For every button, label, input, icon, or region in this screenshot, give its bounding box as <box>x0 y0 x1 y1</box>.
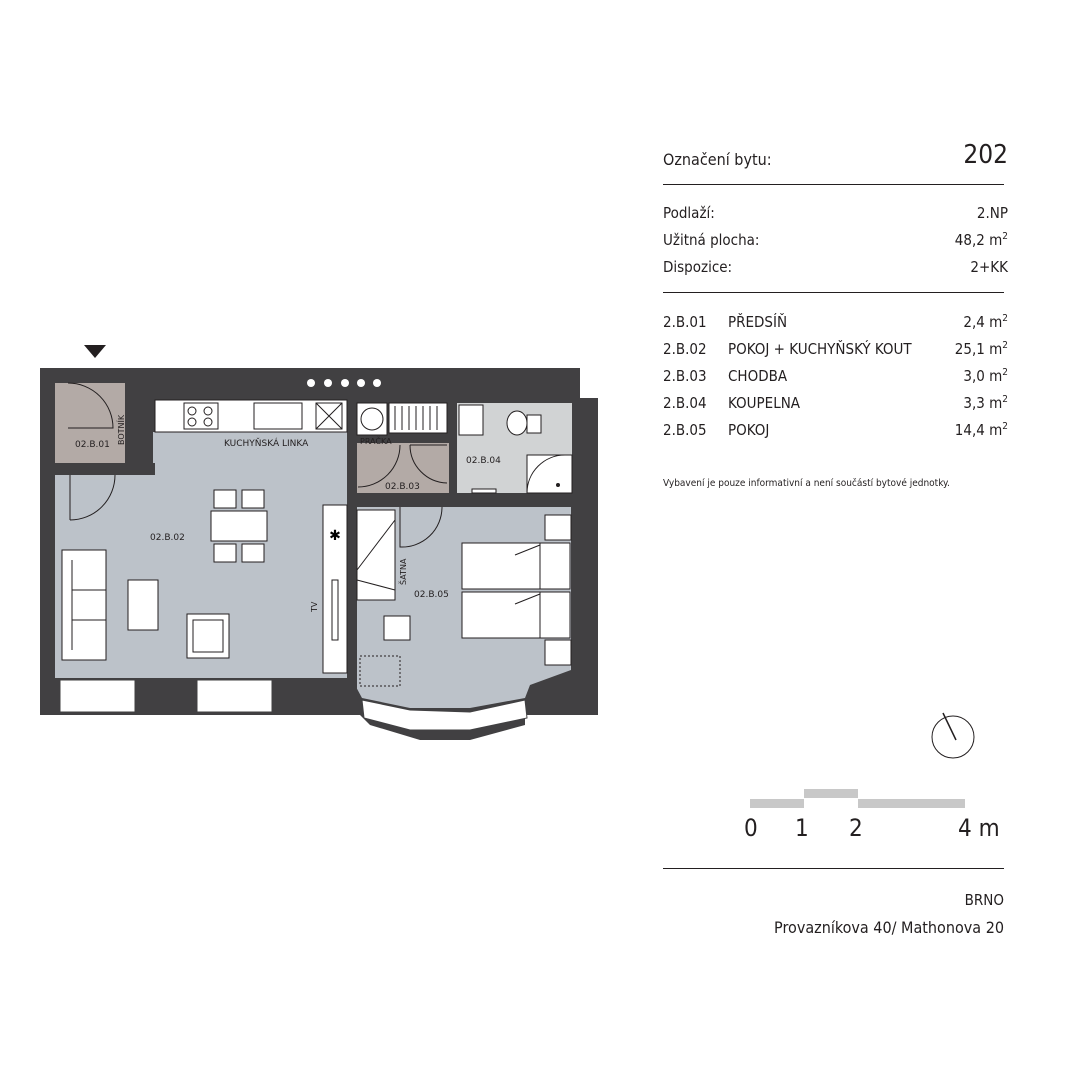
room-code: 2.B.03 <box>663 367 707 385</box>
floor-plan <box>0 0 640 760</box>
divider-2 <box>663 292 1004 293</box>
entrance-arrow-icon <box>84 345 106 358</box>
scale-label-2: 2 <box>849 814 863 842</box>
room-row-1 <box>663 313 1008 335</box>
label-room-03: 02.B.03 <box>385 482 420 492</box>
equipment-note: Vybavení je pouze informativní a není součástí bytové jednotky. <box>663 478 950 489</box>
room-code: 2.B.05 <box>663 421 707 439</box>
label-kitchen: KUCHYŇSKÁ LINKA <box>224 439 309 449</box>
designation-value: 202 <box>963 140 1008 170</box>
svg-text:✱: ✱ <box>329 528 341 544</box>
label-room-04: 02.B.04 <box>466 456 501 466</box>
room-area: 14,4 $m^2$ <box>954 421 1008 439</box>
room-row-4 <box>663 394 1008 416</box>
room-row-3 <box>663 367 1008 389</box>
room-code: 2.B.02 <box>663 340 707 358</box>
room-row-5 <box>663 421 1008 443</box>
room-code: 2.B.01 <box>663 313 707 331</box>
window-2 <box>197 680 272 712</box>
north-arrow-icon <box>928 710 978 760</box>
divider-3 <box>663 868 1004 869</box>
scale-label-4: 4 m <box>958 814 1000 842</box>
room-code: 2.B.04 <box>663 394 707 412</box>
area-label: Užitná plocha: <box>663 231 760 249</box>
disposition-value: 2+KK <box>970 258 1008 276</box>
room-name: CHODBA <box>728 367 788 385</box>
disposition-row <box>663 258 1008 280</box>
floor-row <box>663 204 1008 226</box>
label-washer: PRAČKA <box>360 437 392 446</box>
floor-hall-01 <box>55 383 125 463</box>
window-1 <box>60 680 135 712</box>
disposition-label: Dispozice: <box>663 258 733 276</box>
room-name: POKOJ <box>728 421 770 439</box>
room-name: KOUPELNA <box>728 394 801 412</box>
floor-value: 2.NP <box>976 204 1008 222</box>
label-room-01: 02.B.01 <box>75 440 110 450</box>
area-row <box>663 231 1008 253</box>
divider-1 <box>663 184 1004 185</box>
room-area: 3,3 $m^2$ <box>963 394 1008 412</box>
room-name: PŘEDSÍŇ <box>728 313 788 331</box>
scale-bar <box>750 789 965 809</box>
designation-label: Označení bytu: <box>663 150 772 169</box>
label-botnik: BOTNÍK <box>117 414 126 445</box>
floor-label: Podlaží: <box>663 204 715 222</box>
scale-label-0: 0 <box>744 814 758 842</box>
room-area: 25,1 $m^2$ <box>954 340 1008 358</box>
address-city: BRNO <box>964 891 1004 909</box>
label-room-02: 02.B.02 <box>150 533 185 543</box>
room-row-2 <box>663 340 1008 362</box>
scale-label-1: 1 <box>795 814 809 842</box>
room-name: POKOJ + KUCHYŇSKÝ KOUT <box>728 340 912 358</box>
label-tv: TV <box>310 601 319 612</box>
room-area: 2,4 $m^2$ <box>963 313 1008 331</box>
area-value: 48,2 $m^2$ <box>954 231 1008 249</box>
label-room-05: 02.B.05 <box>414 590 449 600</box>
address-street: Provazníkova 40/ Mathonova 20 <box>774 918 1004 937</box>
label-wardrobe: ŠATNA <box>399 558 408 585</box>
room-area: 3,0 $m^2$ <box>963 367 1008 385</box>
